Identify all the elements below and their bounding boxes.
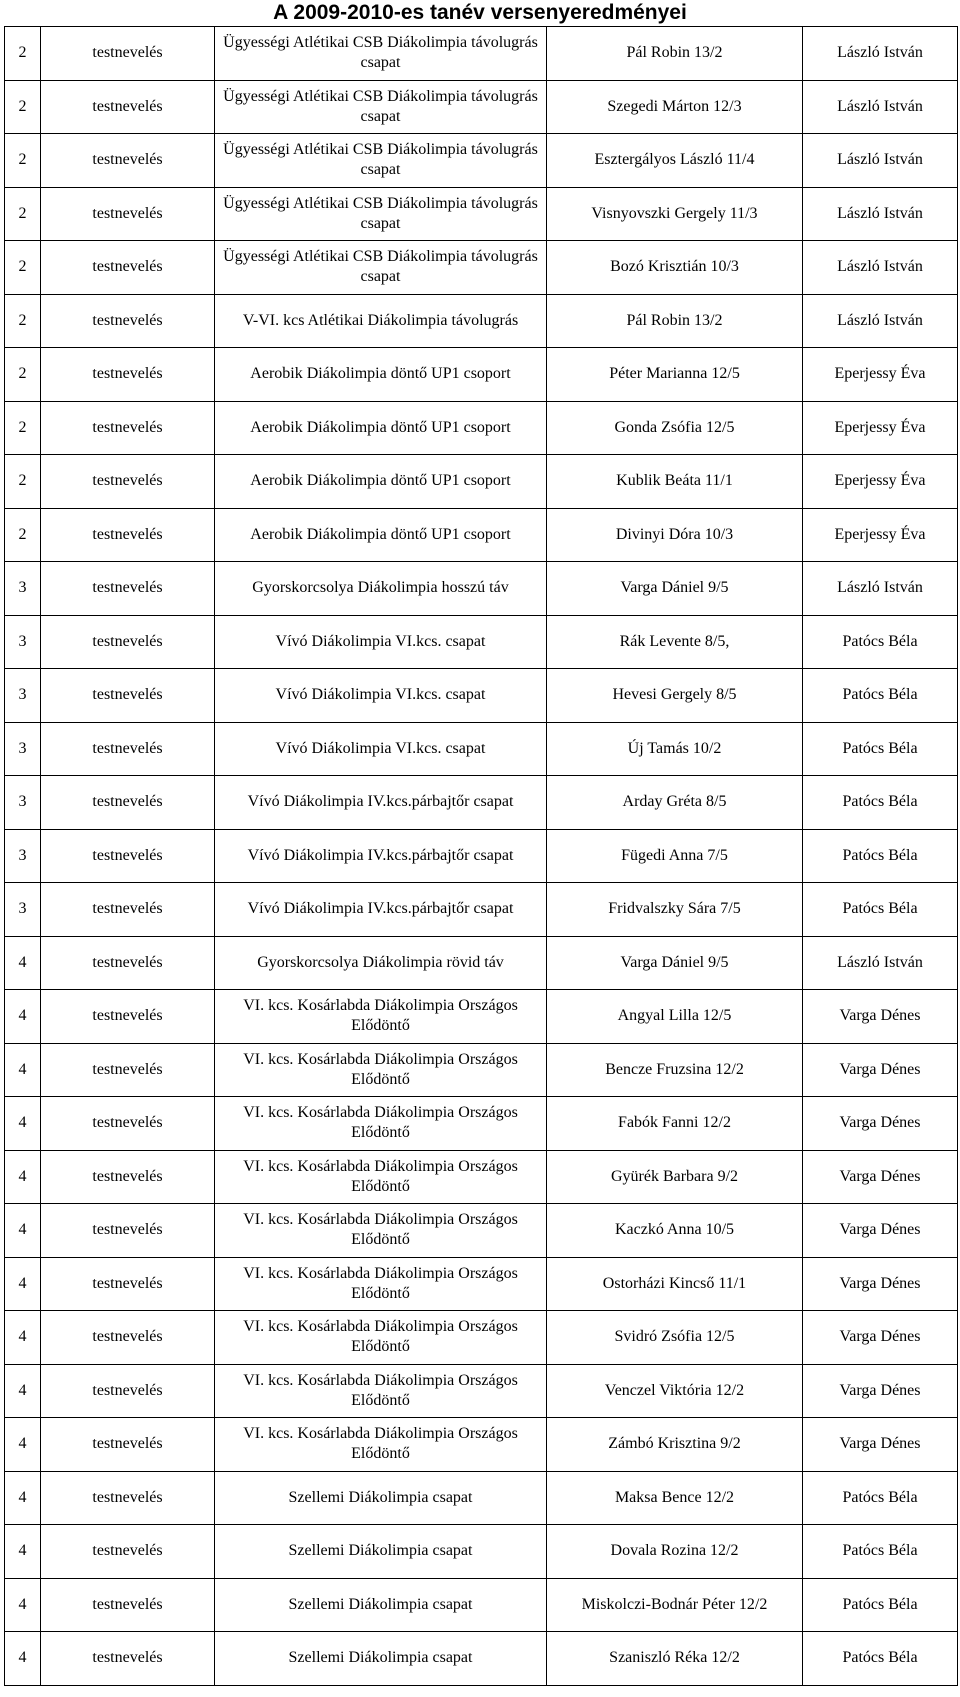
competition-cell: Ügyességi Atlétikai CSB Diákolimpia távolugrás csapat bbox=[215, 187, 547, 241]
teacher-cell: Eperjessy Éva bbox=[803, 348, 958, 402]
competition-cell: VI. kcs. Kosárlabda Diákolimpia Országos Elődöntő bbox=[215, 1311, 547, 1365]
teacher-cell: Varga Dénes bbox=[803, 990, 958, 1044]
table-row bbox=[5, 1204, 958, 1258]
student-cell: Szegedi Márton 12/3 bbox=[547, 80, 803, 134]
student-cell: Bozó Krisztián 10/3 bbox=[547, 241, 803, 295]
student-cell: Gyürék Barbara 9/2 bbox=[547, 1150, 803, 1204]
subject-cell: testnevelés bbox=[41, 80, 215, 134]
table-row bbox=[5, 1418, 958, 1472]
competition-cell: Vívó Diákolimpia VI.kcs. csapat bbox=[215, 722, 547, 776]
grade-cell: 4 bbox=[5, 1364, 41, 1418]
teacher-cell: Patócs Béla bbox=[803, 1632, 958, 1686]
competition-cell: Vívó Diákolimpia IV.kcs.párbajtőr csapat bbox=[215, 776, 547, 830]
subject-cell: testnevelés bbox=[41, 562, 215, 616]
grade-cell: 4 bbox=[5, 1150, 41, 1204]
grade-cell: 4 bbox=[5, 990, 41, 1044]
grade-cell: 4 bbox=[5, 1525, 41, 1579]
subject-cell: testnevelés bbox=[41, 1204, 215, 1258]
table-row bbox=[5, 1525, 958, 1579]
grade-cell: 3 bbox=[5, 776, 41, 830]
competition-cell: Ügyességi Atlétikai CSB Diákolimpia távolugrás csapat bbox=[215, 27, 547, 81]
table-row bbox=[5, 241, 958, 295]
grade-cell: 2 bbox=[5, 80, 41, 134]
subject-cell: testnevelés bbox=[41, 294, 215, 348]
student-cell: Fabók Fanni 12/2 bbox=[547, 1097, 803, 1151]
competition-cell: Vívó Diákolimpia IV.kcs.párbajtőr csapat bbox=[215, 829, 547, 883]
student-cell: Divinyi Dóra 10/3 bbox=[547, 508, 803, 562]
table-row bbox=[5, 883, 958, 937]
student-cell: Fügedi Anna 7/5 bbox=[547, 829, 803, 883]
competition-cell: VI. kcs. Kosárlabda Diákolimpia Országos Elődöntő bbox=[215, 990, 547, 1044]
subject-cell: testnevelés bbox=[41, 776, 215, 830]
competition-cell: Szellemi Diákolimpia csapat bbox=[215, 1471, 547, 1525]
table-row bbox=[5, 936, 958, 990]
teacher-cell: Patócs Béla bbox=[803, 1525, 958, 1579]
teacher-cell: Patócs Béla bbox=[803, 883, 958, 937]
student-cell: Visnyovszki Gergely 11/3 bbox=[547, 187, 803, 241]
table-row bbox=[5, 1578, 958, 1632]
subject-cell: testnevelés bbox=[41, 401, 215, 455]
table-row bbox=[5, 1311, 958, 1365]
teacher-cell: Patócs Béla bbox=[803, 615, 958, 669]
student-cell: Kaczkó Anna 10/5 bbox=[547, 1204, 803, 1258]
teacher-cell: László István bbox=[803, 241, 958, 295]
subject-cell: testnevelés bbox=[41, 1150, 215, 1204]
student-cell: Szaniszló Réka 12/2 bbox=[547, 1632, 803, 1686]
subject-cell: testnevelés bbox=[41, 348, 215, 402]
table-row bbox=[5, 294, 958, 348]
table-row bbox=[5, 27, 958, 81]
student-cell: Új Tamás 10/2 bbox=[547, 722, 803, 776]
competition-cell: VI. kcs. Kosárlabda Diákolimpia Országos Elődöntő bbox=[215, 1097, 547, 1151]
table-row bbox=[5, 187, 958, 241]
student-cell: Bencze Fruzsina 12/2 bbox=[547, 1043, 803, 1097]
competition-cell: Aerobik Diákolimpia döntő UP1 csoport bbox=[215, 348, 547, 402]
student-cell: Angyal Lilla 12/5 bbox=[547, 990, 803, 1044]
competition-cell: VI. kcs. Kosárlabda Diákolimpia Országos Elődöntő bbox=[215, 1150, 547, 1204]
grade-cell: 3 bbox=[5, 562, 41, 616]
competition-cell: Ügyességi Atlétikai CSB Diákolimpia távolugrás csapat bbox=[215, 241, 547, 295]
teacher-cell: Patócs Béla bbox=[803, 722, 958, 776]
competition-cell: VI. kcs. Kosárlabda Diákolimpia Országos Elődöntő bbox=[215, 1204, 547, 1258]
grade-cell: 2 bbox=[5, 455, 41, 509]
page-title: A 2009-2010-es tanév versenyeredményei bbox=[273, 1, 687, 24]
table-row bbox=[5, 1043, 958, 1097]
teacher-cell: Varga Dénes bbox=[803, 1097, 958, 1151]
student-cell: Zámbó Krisztina 9/2 bbox=[547, 1418, 803, 1472]
table-row bbox=[5, 829, 958, 883]
student-cell: Arday Gréta 8/5 bbox=[547, 776, 803, 830]
subject-cell: testnevelés bbox=[41, 1364, 215, 1418]
subject-cell: testnevelés bbox=[41, 1257, 215, 1311]
subject-cell: testnevelés bbox=[41, 1418, 215, 1472]
table-row bbox=[5, 455, 958, 509]
competition-cell: Szellemi Diákolimpia csapat bbox=[215, 1525, 547, 1579]
student-cell: Miskolczi-Bodnár Péter 12/2 bbox=[547, 1578, 803, 1632]
table-row bbox=[5, 562, 958, 616]
results-table bbox=[4, 26, 958, 1686]
competition-cell: Aerobik Diákolimpia döntő UP1 csoport bbox=[215, 401, 547, 455]
competition-cell: VI. kcs. Kosárlabda Diákolimpia Országos Elődöntő bbox=[215, 1364, 547, 1418]
grade-cell: 4 bbox=[5, 1578, 41, 1632]
competition-cell: Szellemi Diákolimpia csapat bbox=[215, 1578, 547, 1632]
teacher-cell: Patócs Béla bbox=[803, 1578, 958, 1632]
student-cell: Péter Marianna 12/5 bbox=[547, 348, 803, 402]
student-cell: Ostorházi Kincső 11/1 bbox=[547, 1257, 803, 1311]
grade-cell: 2 bbox=[5, 241, 41, 295]
student-cell: Dovala Rozina 12/2 bbox=[547, 1525, 803, 1579]
teacher-cell: Patócs Béla bbox=[803, 669, 958, 723]
teacher-cell: Varga Dénes bbox=[803, 1364, 958, 1418]
subject-cell: testnevelés bbox=[41, 27, 215, 81]
table-row bbox=[5, 669, 958, 723]
student-cell: Venczel Viktória 12/2 bbox=[547, 1364, 803, 1418]
student-cell: Fridvalszky Sára 7/5 bbox=[547, 883, 803, 937]
student-cell: Rák Levente 8/5, bbox=[547, 615, 803, 669]
subject-cell: testnevelés bbox=[41, 1471, 215, 1525]
subject-cell: testnevelés bbox=[41, 615, 215, 669]
teacher-cell: Eperjessy Éva bbox=[803, 401, 958, 455]
competition-cell: VI. kcs. Kosárlabda Diákolimpia Országos Elődöntő bbox=[215, 1418, 547, 1472]
grade-cell: 4 bbox=[5, 1043, 41, 1097]
table-row bbox=[5, 990, 958, 1044]
table-row bbox=[5, 1632, 958, 1686]
subject-cell: testnevelés bbox=[41, 1097, 215, 1151]
student-cell: Maksa Bence 12/2 bbox=[547, 1471, 803, 1525]
teacher-cell: László István bbox=[803, 187, 958, 241]
table-row bbox=[5, 1471, 958, 1525]
table-row bbox=[5, 401, 958, 455]
teacher-cell: Varga Dénes bbox=[803, 1150, 958, 1204]
competition-cell: VI. kcs. Kosárlabda Diákolimpia Országos Elődöntő bbox=[215, 1257, 547, 1311]
teacher-cell: Varga Dénes bbox=[803, 1418, 958, 1472]
grade-cell: 2 bbox=[5, 294, 41, 348]
table-row bbox=[5, 1150, 958, 1204]
grade-cell: 2 bbox=[5, 134, 41, 188]
subject-cell: testnevelés bbox=[41, 241, 215, 295]
competition-cell: Aerobik Diákolimpia döntő UP1 csoport bbox=[215, 508, 547, 562]
competition-cell: Gyorskorcsolya Diákolimpia hosszú táv bbox=[215, 562, 547, 616]
teacher-cell: László István bbox=[803, 936, 958, 990]
teacher-cell: Patócs Béla bbox=[803, 1471, 958, 1525]
grade-cell: 4 bbox=[5, 1311, 41, 1365]
subject-cell: testnevelés bbox=[41, 1525, 215, 1579]
grade-cell: 4 bbox=[5, 1257, 41, 1311]
table-row bbox=[5, 615, 958, 669]
teacher-cell: Patócs Béla bbox=[803, 776, 958, 830]
subject-cell: testnevelés bbox=[41, 936, 215, 990]
subject-cell: testnevelés bbox=[41, 508, 215, 562]
subject-cell: testnevelés bbox=[41, 1632, 215, 1686]
subject-cell: testnevelés bbox=[41, 883, 215, 937]
subject-cell: testnevelés bbox=[41, 455, 215, 509]
table-row bbox=[5, 1097, 958, 1151]
grade-cell: 4 bbox=[5, 1418, 41, 1472]
grade-cell: 2 bbox=[5, 508, 41, 562]
teacher-cell: Varga Dénes bbox=[803, 1204, 958, 1258]
grade-cell: 3 bbox=[5, 615, 41, 669]
table-row bbox=[5, 722, 958, 776]
grade-cell: 2 bbox=[5, 27, 41, 81]
table-row bbox=[5, 80, 958, 134]
competition-cell: Vívó Diákolimpia VI.kcs. csapat bbox=[215, 669, 547, 723]
grade-cell: 4 bbox=[5, 1632, 41, 1686]
table-row bbox=[5, 776, 958, 830]
student-cell: Pál Robin 13/2 bbox=[547, 27, 803, 81]
grade-cell: 3 bbox=[5, 883, 41, 937]
competition-cell: V-VI. kcs Atlétikai Diákolimpia távolugrás bbox=[215, 294, 547, 348]
competition-cell: Ügyességi Atlétikai CSB Diákolimpia távolugrás csapat bbox=[215, 134, 547, 188]
grade-cell: 2 bbox=[5, 401, 41, 455]
teacher-cell: László István bbox=[803, 80, 958, 134]
student-cell: Pál Robin 13/2 bbox=[547, 294, 803, 348]
results-table-body bbox=[5, 27, 958, 1686]
student-cell: Esztergályos László 11/4 bbox=[547, 134, 803, 188]
teacher-cell: Eperjessy Éva bbox=[803, 455, 958, 509]
competition-cell: Vívó Diákolimpia IV.kcs.párbajtőr csapat bbox=[215, 883, 547, 937]
subject-cell: testnevelés bbox=[41, 1578, 215, 1632]
competition-cell: Ügyességi Atlétikai CSB Diákolimpia távolugrás csapat bbox=[215, 80, 547, 134]
competition-cell: Aerobik Diákolimpia döntő UP1 csoport bbox=[215, 455, 547, 509]
subject-cell: testnevelés bbox=[41, 134, 215, 188]
grade-cell: 2 bbox=[5, 187, 41, 241]
grade-cell: 2 bbox=[5, 348, 41, 402]
teacher-cell: Patócs Béla bbox=[803, 829, 958, 883]
grade-cell: 3 bbox=[5, 669, 41, 723]
table-row bbox=[5, 134, 958, 188]
grade-cell: 4 bbox=[5, 1097, 41, 1151]
grade-cell: 4 bbox=[5, 1204, 41, 1258]
competition-cell: Gyorskorcsolya Diákolimpia rövid táv bbox=[215, 936, 547, 990]
teacher-cell: László István bbox=[803, 562, 958, 616]
student-cell: Hevesi Gergely 8/5 bbox=[547, 669, 803, 723]
table-row bbox=[5, 348, 958, 402]
subject-cell: testnevelés bbox=[41, 187, 215, 241]
subject-cell: testnevelés bbox=[41, 722, 215, 776]
grade-cell: 3 bbox=[5, 829, 41, 883]
teacher-cell: László István bbox=[803, 134, 958, 188]
teacher-cell: László István bbox=[803, 27, 958, 81]
competition-cell: VI. kcs. Kosárlabda Diákolimpia Országos Elődöntő bbox=[215, 1043, 547, 1097]
teacher-cell: László István bbox=[803, 294, 958, 348]
teacher-cell: Varga Dénes bbox=[803, 1257, 958, 1311]
subject-cell: testnevelés bbox=[41, 669, 215, 723]
student-cell: Gonda Zsófia 12/5 bbox=[547, 401, 803, 455]
subject-cell: testnevelés bbox=[41, 1311, 215, 1365]
subject-cell: testnevelés bbox=[41, 1043, 215, 1097]
student-cell: Kublik Beáta 11/1 bbox=[547, 455, 803, 509]
teacher-cell: Eperjessy Éva bbox=[803, 508, 958, 562]
table-row bbox=[5, 1364, 958, 1418]
competition-cell: Szellemi Diákolimpia csapat bbox=[215, 1632, 547, 1686]
grade-cell: 3 bbox=[5, 722, 41, 776]
student-cell: Varga Dániel 9/5 bbox=[547, 936, 803, 990]
teacher-cell: Varga Dénes bbox=[803, 1311, 958, 1365]
grade-cell: 4 bbox=[5, 936, 41, 990]
table-row bbox=[5, 508, 958, 562]
competition-cell: Vívó Diákolimpia VI.kcs. csapat bbox=[215, 615, 547, 669]
grade-cell: 4 bbox=[5, 1471, 41, 1525]
teacher-cell: Varga Dénes bbox=[803, 1043, 958, 1097]
student-cell: Varga Dániel 9/5 bbox=[547, 562, 803, 616]
table-row bbox=[5, 1257, 958, 1311]
subject-cell: testnevelés bbox=[41, 829, 215, 883]
student-cell: Svidró Zsófia 12/5 bbox=[547, 1311, 803, 1365]
subject-cell: testnevelés bbox=[41, 990, 215, 1044]
